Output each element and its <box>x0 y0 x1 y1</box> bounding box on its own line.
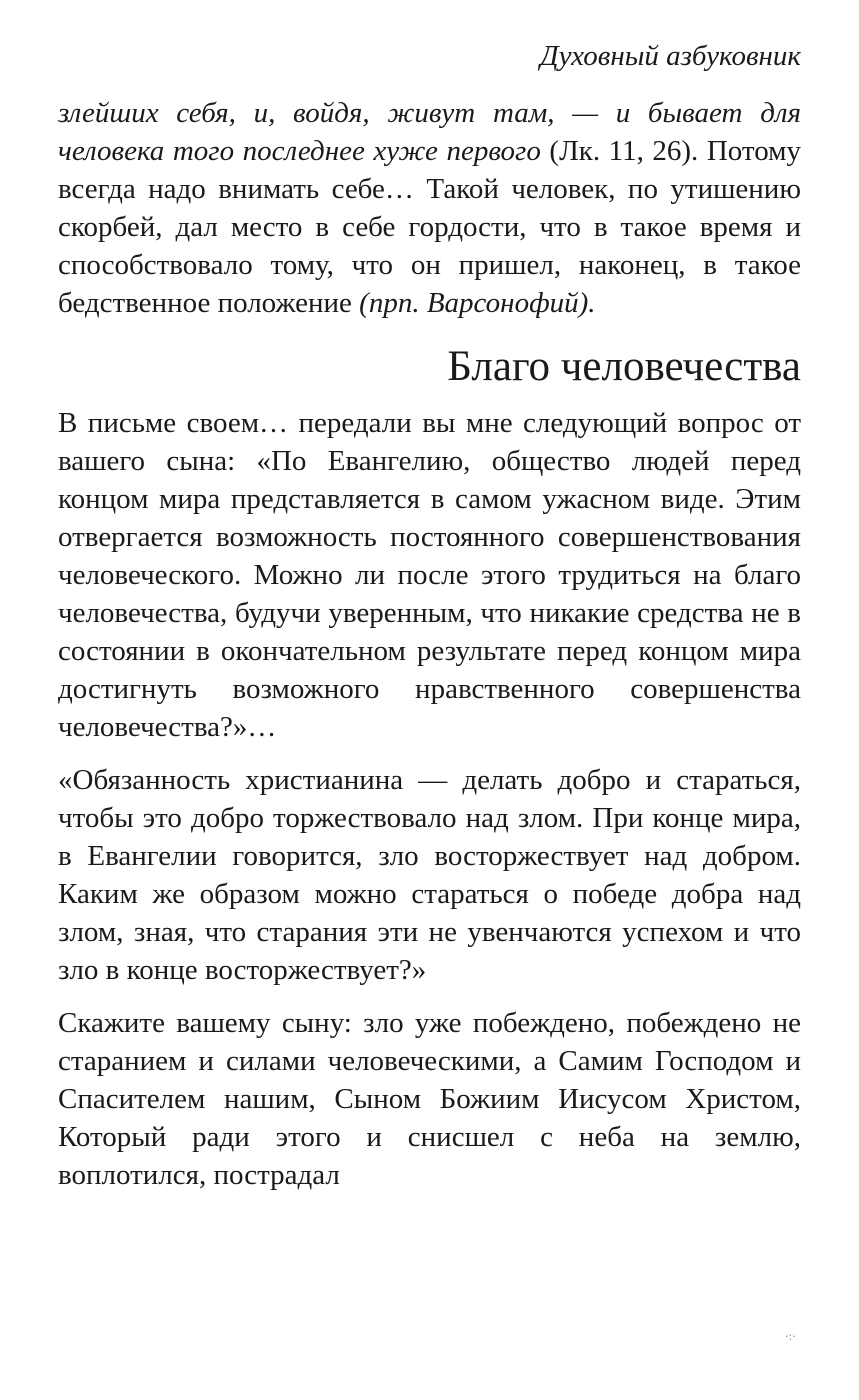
section-title: Благо человечества <box>447 343 801 390</box>
scripture-quote: злейших себя, и, войдя, живут там, — и бывает для человека того последнее хуже первого <box>58 97 801 167</box>
scripture-reference: (Лк. 11, 26). <box>540 135 707 167</box>
section-paragraph-3: Скажите вашему сыну: зло уже побеждено, побеждено не старанием и силами человеческими, а Самим Господом и Спасителем нашим, Сыном Божиим Иисусом Христом, Который ради этого и снисшел с неба на землю, воплотился, пострадал <box>58 1007 801 1191</box>
intro-body: Потому всегда надо внимать себе… Такой человек, по утишению скорбей, дал место в себе гордости, что в такое время и способствовало тому, что он пришел, наконец, в такое бедственное положение <box>58 135 802 319</box>
section-paragraph-1: В письме своем… передали вы мне следующий вопрос от вашего сына: «По Евангелию, общество людей перед концом мира представляется в самом ужасном виде. Этим отвергается возможность постоянного совершенствования человеческого. Можно ли после этого трудиться на благо человечества, будучи уверенным, что никакие средства не в состоянии в окончательном результате перед концом мира достигнуть возможного нравственного совершенства человечества?»… <box>58 407 801 743</box>
section-paragraph-2: «Обязанность христианина — делать добро и стараться, чтобы это добро торжествовало над злом. При конце мира, в Евангелии говорится, зло восторжествует над добром. Каким же образом можно стараться о победе добра над злом, зная, что старания эти не увенчаются успехом и что зло в конце восторжествует?» <box>58 764 801 986</box>
running-header: Духовный азбуковник <box>540 40 801 72</box>
page-corner-mark: ·:· <box>785 1330 796 1343</box>
intro-paragraph <box>58 94 801 322</box>
book-page <box>58 36 801 1194</box>
attribution: (прп. Варсонофий). <box>359 287 596 319</box>
